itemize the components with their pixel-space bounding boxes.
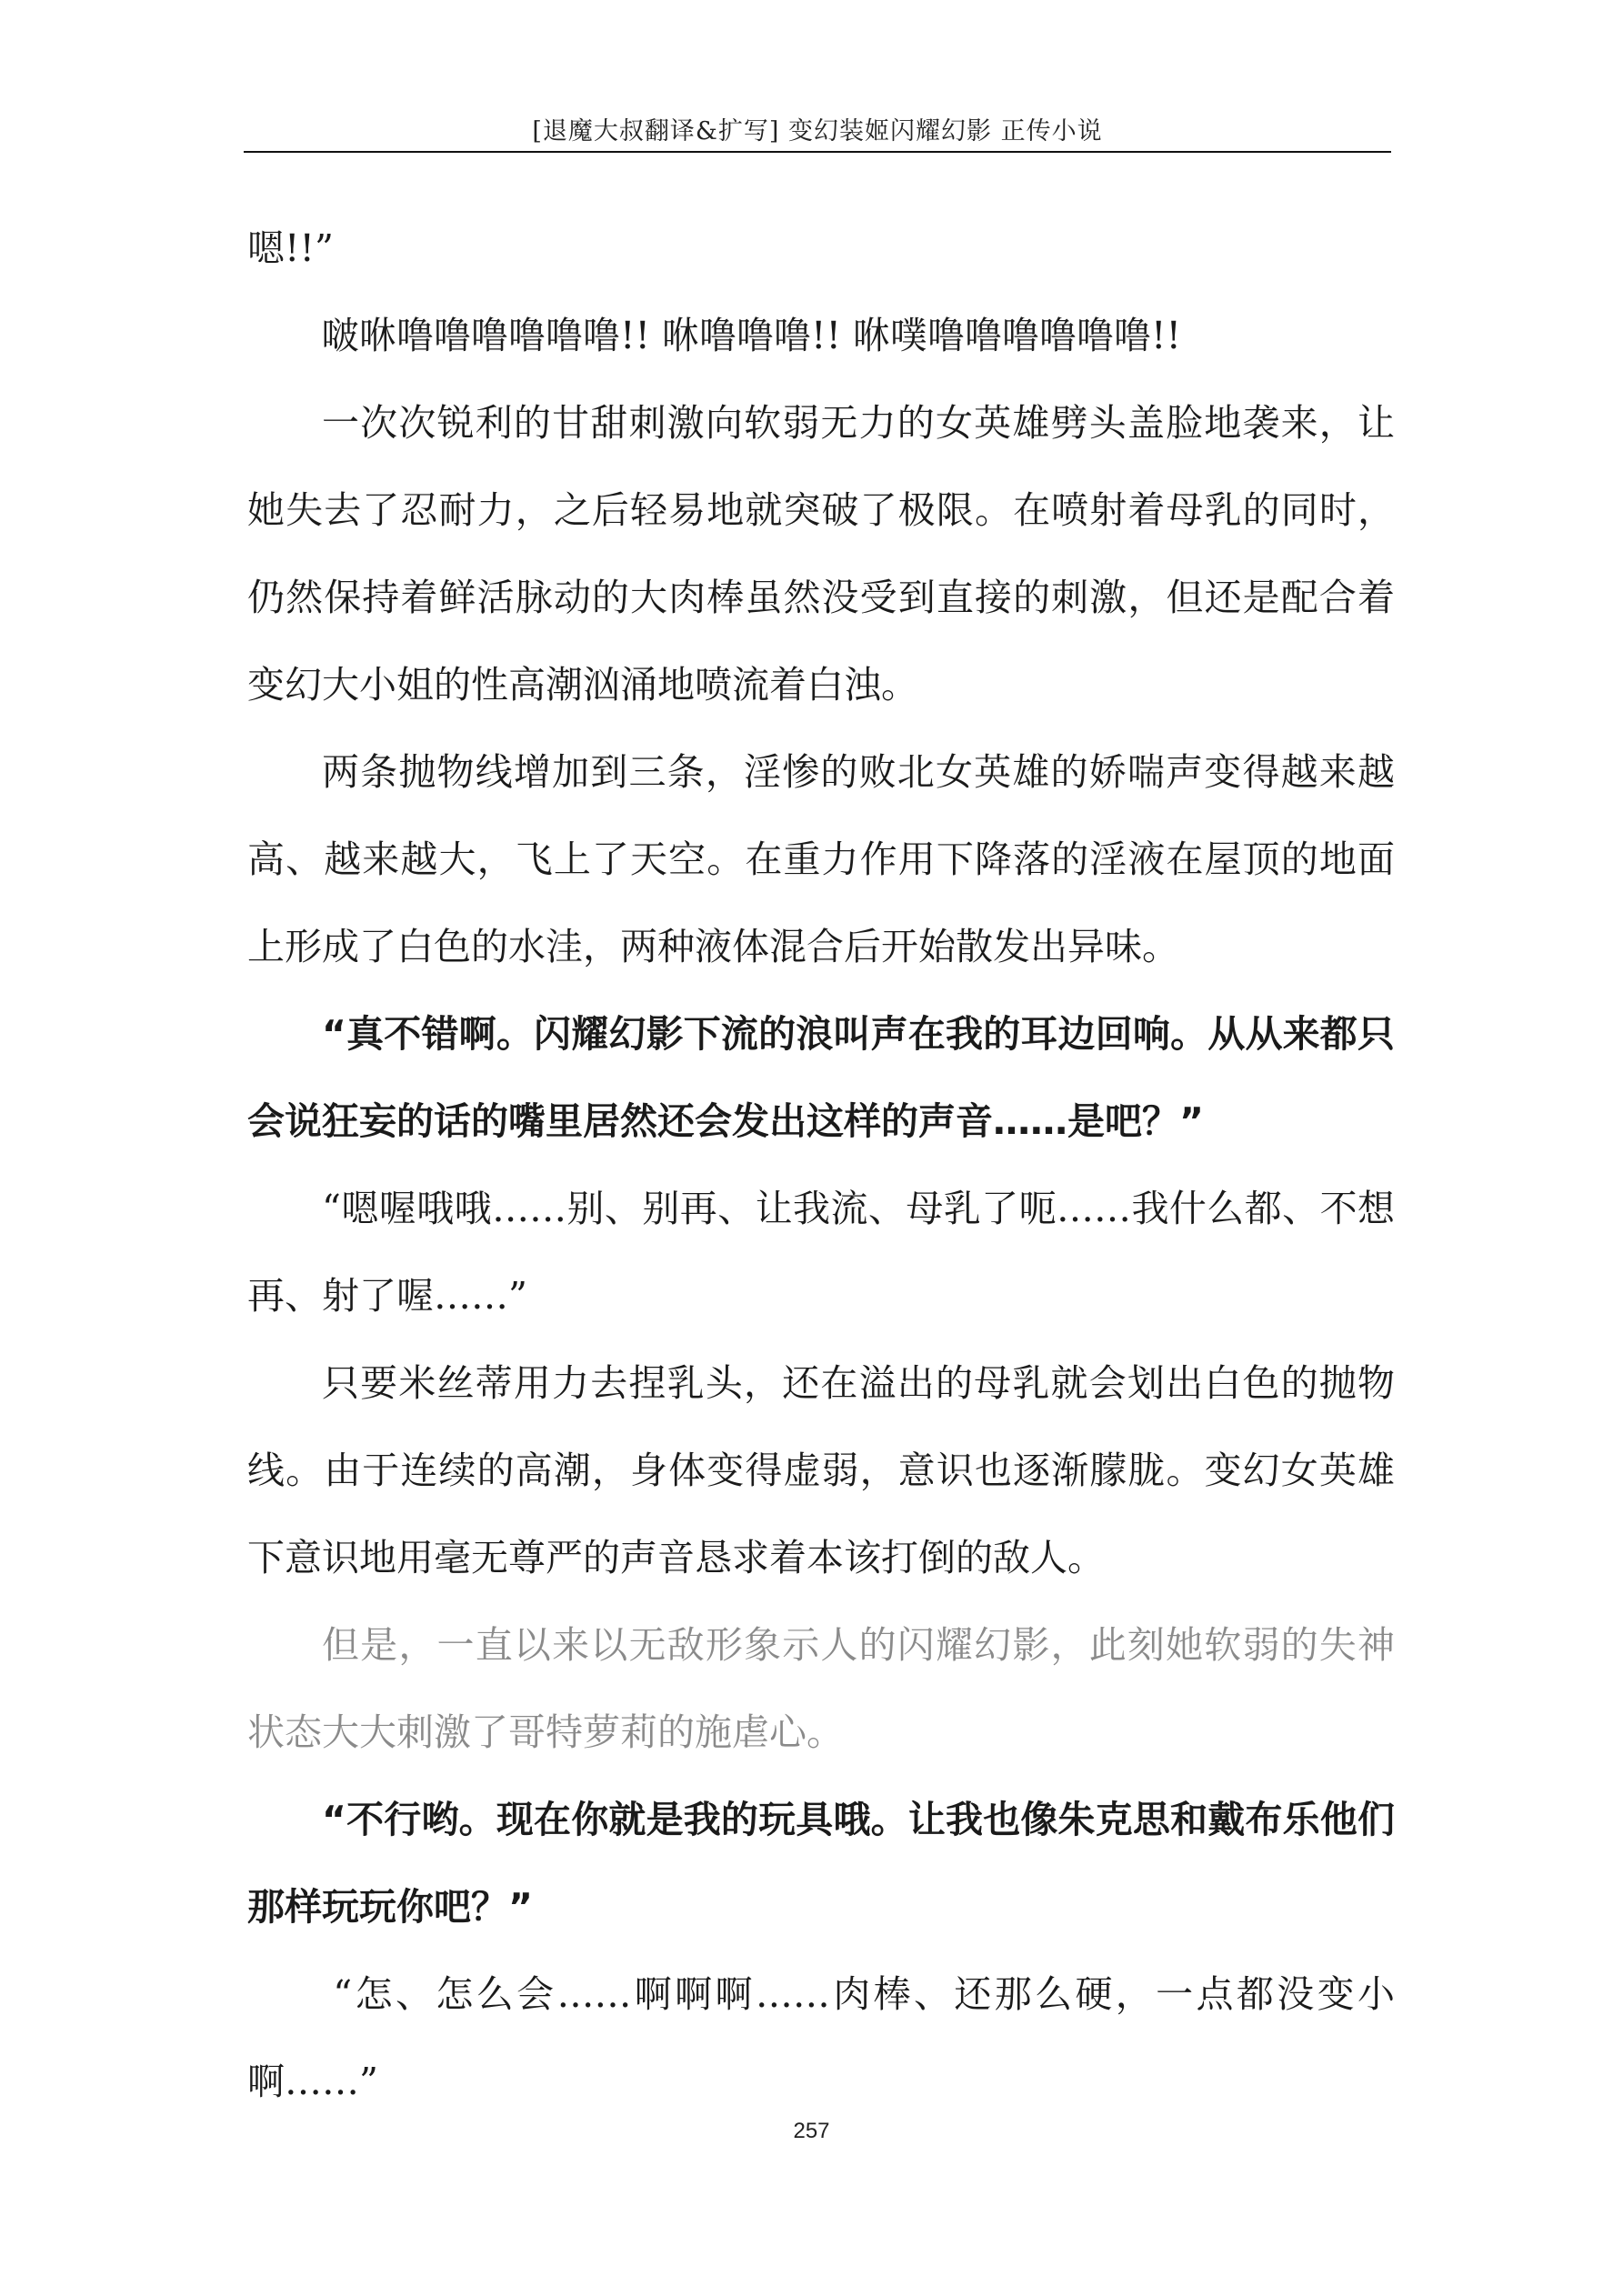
header-rule: [244, 151, 1391, 153]
paragraph-2: 啵咻噜噜噜噜噜噜!! 咻噜噜噜!! 咻噗噜噜噜噜噜噜!!: [322, 314, 1181, 357]
page-number: 257: [793, 2119, 830, 2143]
paragraph-7: 只要米丝蒂用力去捏乳头，还在溢出的母乳就会划出白色的抛物线。由于连续的高潮，身体变得虚弱，意识也逐渐朦胧。变幻女英雄下意识地用毫无尊严的声音恳求着本该打倒的敌人。: [247, 1361, 1395, 1579]
running-header: [退魔大叔翻译&扩写] 变幻装姬闪耀幻影 正传小说: [532, 117, 1103, 145]
paragraph-4: 两条抛物线增加到三条，淫惨的败北女英雄的娇喘声变得越来越高、越来越大，飞上了天空。在重力作用下降落的淫液在屋顶的地面上形成了白色的水洼，两种液体混合后开始散发出异味。: [247, 750, 1395, 968]
paragraph-8: 但是，一直以来以无敌形象示人的闪耀幻影，此刻她软弱的失神状态大大刺激了哥特萝莉的施虐心。: [247, 1623, 1395, 1754]
paragraph-6: “嗯喔哦哦……别、别再、让我流、母乳了呃……我什么都、不想再、射了喔……”: [247, 1187, 1395, 1318]
paragraph-9: “不行哟。现在你就是我的玩具哦。让我也像朱克思和戴布乐他们那样玩玩你吧？”: [247, 1798, 1395, 1929]
paragraph-10: “怎、怎么会……啊啊啊……肉棒、还那么硬，一点都没变小啊……”: [247, 1972, 1395, 2103]
paragraph-1: 嗯!!”: [247, 226, 334, 270]
body-text: [247, 205, 1395, 2125]
paragraph-5: “真不错啊。闪耀幻影下流的浪叫声在我的耳边回响。从从来都只会说狂妄的话的嘴里居然还会发出这样的声音……是吧？”: [247, 1012, 1395, 1143]
paragraph-3: 一次次锐利的甘甜刺激向软弱无力的女英雄劈头盖脸地袭来，让她失去了忍耐力，之后轻易地就突破了极限。在喷射着母乳的同时，仍然保持着鲜活脉动的大肉棒虽然没受到直接的刺激，但还是配合着变幻大小姐的性高潮汹涌地喷流着白浊。: [247, 401, 1395, 707]
